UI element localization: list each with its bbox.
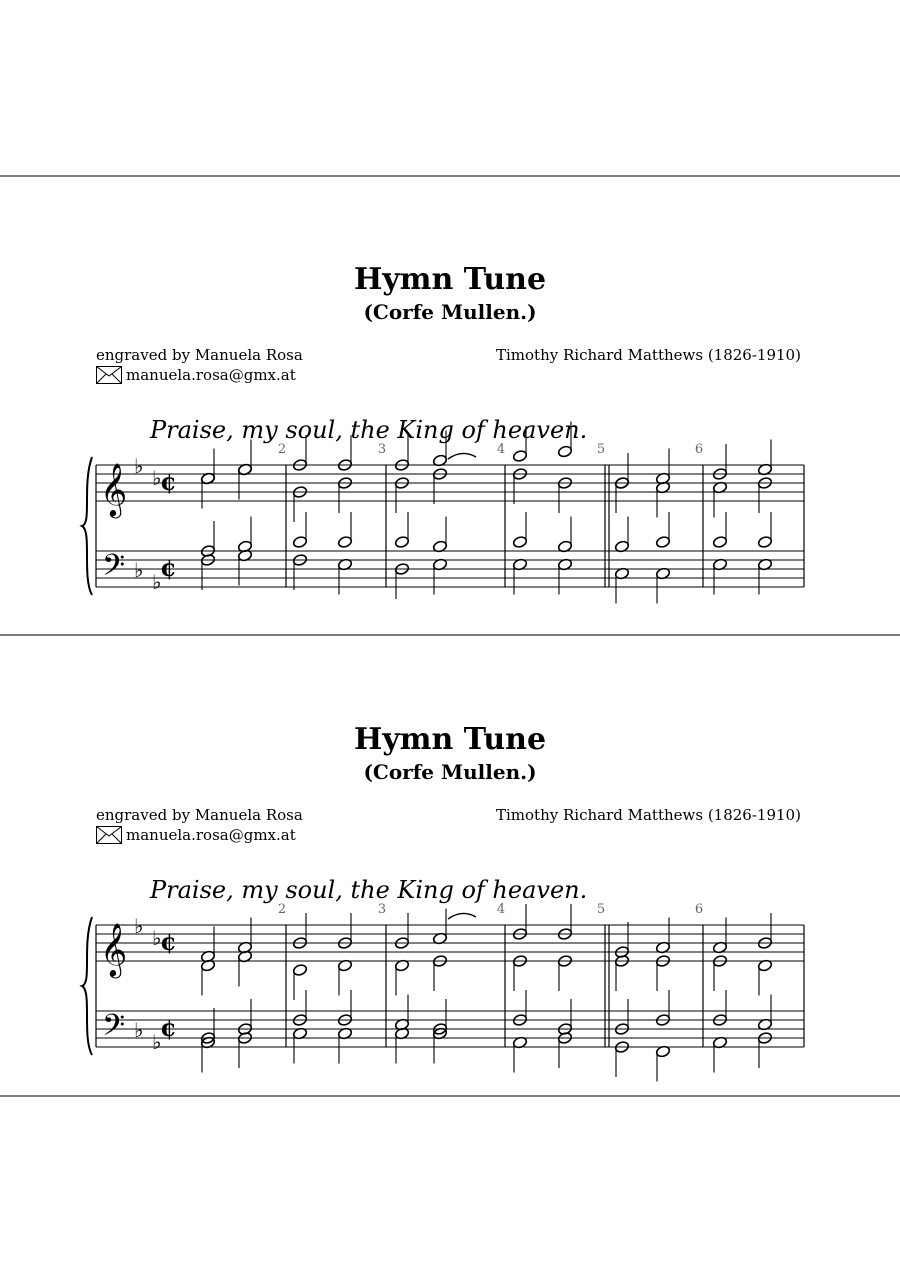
bass-upper-note	[655, 535, 670, 548]
music-score	[0, 636, 900, 1096]
bass-upper-note	[337, 535, 352, 548]
treble-key-flat: ♭	[134, 454, 144, 478]
lyric-line: Praise, my soul, the King of heaven.	[150, 416, 588, 444]
bass-upper-note	[292, 535, 307, 548]
score-section-2	[0, 636, 900, 1096]
bass-upper-note	[394, 535, 409, 548]
engraver-credit: engraved by Manuela Rosa	[96, 346, 303, 364]
measure-number: 4	[496, 442, 506, 457]
bass-key-flat: ♭	[134, 558, 144, 582]
piece-title: Hymn Tune	[353, 262, 547, 297]
treble-time-signature: ¢	[160, 927, 177, 956]
treble-key-flat: ♭	[134, 914, 144, 938]
piece-subtitle: (Corfe Mullen.)	[363, 760, 537, 784]
bass-clef: 𝄢	[102, 549, 126, 590]
measure-number: 6	[694, 902, 704, 917]
composer-credit: Timothy Richard Matthews (1826-1910)	[496, 806, 801, 824]
treble-time-signature: ¢	[160, 467, 177, 496]
bass-time-signature: ¢	[160, 1013, 177, 1042]
measure-number: 5	[596, 442, 606, 457]
treble-key-flat: ♭	[152, 926, 162, 950]
system-brace	[82, 917, 92, 1055]
piece-title: Hymn Tune	[353, 722, 547, 757]
measure-number: 3	[377, 902, 387, 917]
composer-credit: Timothy Richard Matthews (1826-1910)	[496, 346, 801, 364]
bass-upper-note	[512, 535, 527, 548]
bass-upper-note	[712, 535, 727, 548]
bass-clef: 𝄢	[102, 1009, 126, 1050]
treble-clef: 𝄞	[100, 462, 128, 516]
email-address: manuela.rosa@gmx.at	[126, 366, 296, 384]
measure-number: 2	[277, 902, 287, 917]
tie	[448, 453, 476, 459]
score-section-1	[0, 176, 900, 636]
system-brace	[82, 457, 92, 595]
measure-number: 3	[377, 442, 387, 457]
engraver-credit: engraved by Manuela Rosa	[96, 806, 303, 824]
music-score	[0, 176, 900, 636]
bass-key-flat: ♭	[134, 1018, 144, 1042]
bass-key-flat: ♭	[152, 570, 162, 594]
treble-upper-note	[512, 449, 527, 462]
piece-subtitle: (Corfe Mullen.)	[363, 300, 537, 324]
lyric-line: Praise, my soul, the King of heaven.	[150, 876, 588, 904]
bass-upper-note	[757, 535, 772, 548]
tie	[448, 913, 476, 919]
measure-number: 6	[694, 442, 704, 457]
email-address: manuela.rosa@gmx.at	[126, 826, 296, 844]
treble-upper-note	[557, 445, 572, 458]
measure-number: 5	[596, 902, 606, 917]
bass-time-signature: ¢	[160, 553, 177, 582]
treble-clef: 𝄞	[100, 922, 128, 976]
measure-number: 4	[496, 902, 506, 917]
bass-key-flat: ♭	[152, 1030, 162, 1054]
measure-number: 2	[277, 442, 287, 457]
treble-lower-note	[292, 963, 307, 976]
treble-key-flat: ♭	[152, 466, 162, 490]
